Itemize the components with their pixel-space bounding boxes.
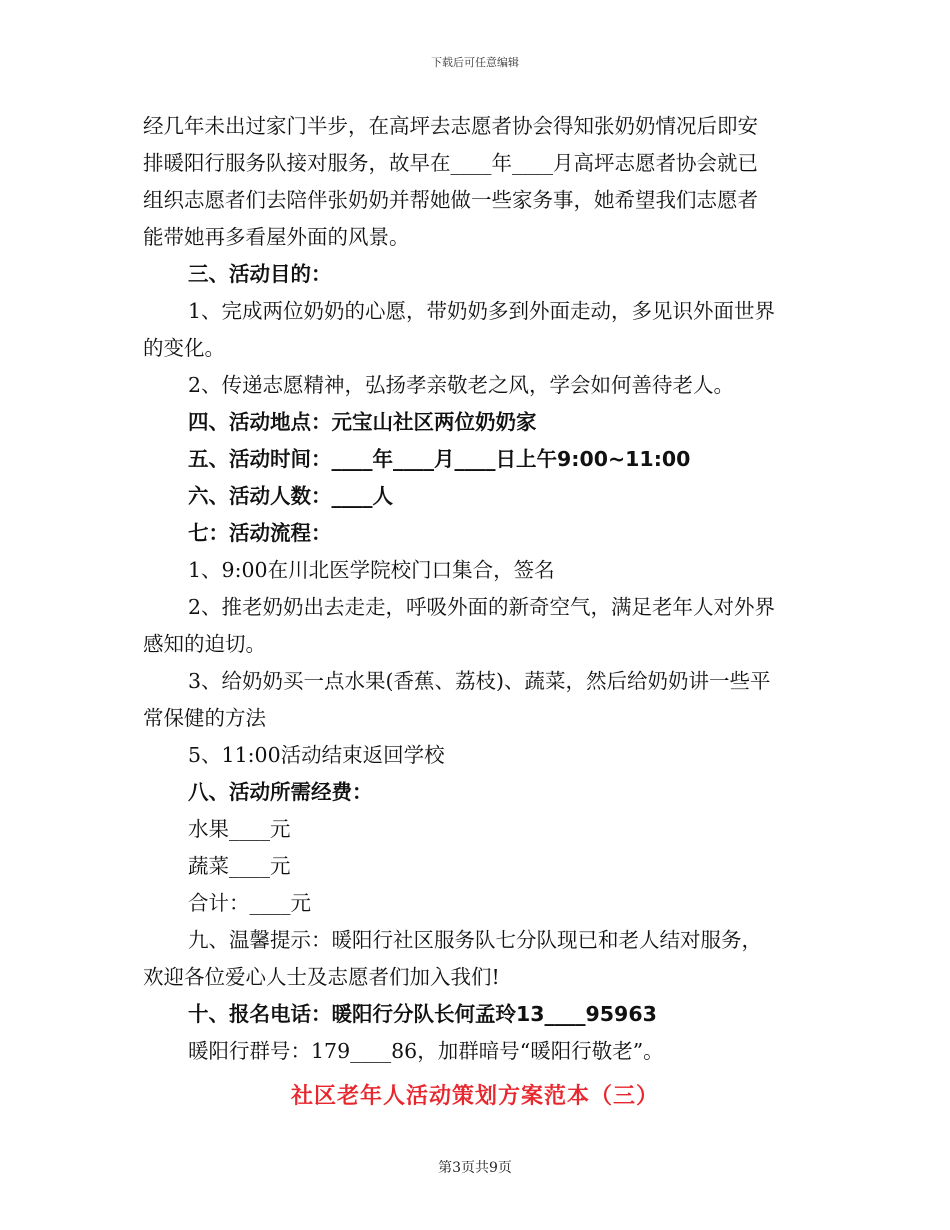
list-item-continuation: 感知的迫切。 — [143, 632, 266, 656]
list-item: 2、推老奶奶出去走走，呼吸外面的新奇空气，满足老年人对外界 — [188, 595, 776, 619]
list-item: 3、给奶奶买一点水果(香蕉、荔枝)、蔬菜，然后给奶奶讲一些平 — [188, 669, 771, 693]
tips-line: 九、温馨提示：暖阳行社区服务队七分队现已和老人结对服务， — [188, 928, 762, 952]
tips-line-continuation: 欢迎各位爱心人士及志愿者们加入我们! — [143, 965, 500, 989]
section-heading-budget: 八、活动所需经费： — [188, 780, 373, 804]
section-location: 四、活动地点：元宝山社区两位奶奶家 — [188, 410, 537, 434]
list-item-continuation: 的变化。 — [143, 336, 225, 360]
budget-item-vegetables: 蔬菜____元 — [188, 854, 291, 878]
paragraph-line: 经几年未出过家门半步，在高坪去志愿者协会得知张奶奶情况后即安 — [143, 114, 758, 138]
page-footer: 第3页共9页 — [438, 1160, 512, 1176]
list-item: 1、9:00在川北医学院校门口集合，签名 — [188, 558, 555, 582]
paragraph-line: 组织志愿者们去陪伴张奶奶并帮她做一些家务事，她希望我们志愿者 — [143, 188, 758, 212]
list-item: 2、传递志愿精神，弘扬孝亲敬老之风，学会如何善待老人。 — [188, 373, 735, 397]
section-headcount: 六、活动人数：____人 — [188, 484, 393, 508]
section-heading-process: 七：活动流程： — [188, 521, 332, 545]
list-item: 1、完成两位奶奶的心愿，带奶奶多到外面走动，多见识外面世界 — [188, 299, 776, 323]
paragraph-line: 排暖阳行服务队接对服务，故早在____年____月高坪志愿者协会就已 — [143, 151, 758, 175]
section-time: 五、活动时间：____年____月____日上午9:00~11:00 — [188, 447, 691, 471]
group-number: 暖阳行群号：179____86，加群暗号“暖阳行敬老”。 — [188, 1039, 664, 1063]
budget-total: 合计：____元 — [188, 891, 311, 915]
paragraph-line: 能带她再多看屋外面的风景。 — [143, 225, 410, 249]
list-item: 5、11:00活动结束返回学校 — [188, 743, 445, 767]
list-item-continuation: 常保健的方法 — [143, 706, 266, 730]
budget-item-fruit: 水果____元 — [188, 817, 291, 841]
page-header: 下载后可任意编辑 — [431, 56, 519, 69]
section-title: 社区老年人活动策划方案范本（三） — [290, 1084, 659, 1109]
section-heading-purpose: 三、活动目的： — [188, 262, 332, 286]
section-signup-phone: 十、报名电话：暖阳行分队长何孟玲13____95963 — [188, 1002, 657, 1026]
